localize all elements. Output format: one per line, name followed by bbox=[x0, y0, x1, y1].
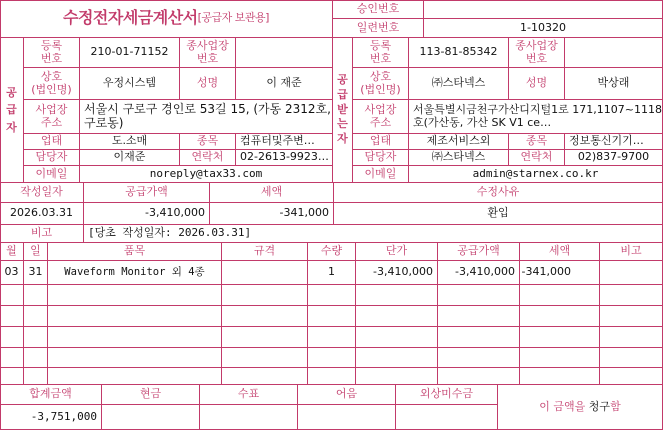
empty-cell bbox=[24, 368, 48, 385]
empty-cell bbox=[48, 327, 222, 348]
buyer-name-value: ㈜스타넥스 bbox=[409, 68, 509, 100]
buyer-reg-label: 등록 번호 bbox=[353, 38, 409, 68]
empty-cell bbox=[356, 368, 438, 385]
supplier-addr-value: 서울시 구로구 경인로 53길 15, (가동 2312호, 구로동) bbox=[80, 100, 333, 134]
supplier-sub-label: 종사업장 번호 bbox=[180, 38, 236, 68]
buyer-reg-value: 113-81-85342 bbox=[409, 38, 509, 68]
buyer-rep-value: 박상래 bbox=[565, 68, 663, 100]
date-label: 작성일자 bbox=[0, 183, 84, 203]
bill-label: 어음 bbox=[298, 385, 396, 405]
buyer-item-label: 종목 bbox=[509, 134, 565, 150]
buyer-tel-label: 연락처 bbox=[509, 150, 565, 166]
buyer-tel-value: 02)837-9700 bbox=[565, 150, 663, 166]
empty-cell bbox=[48, 285, 222, 306]
supplier-item-label: 종목 bbox=[180, 134, 236, 150]
supplier-mgr-value: 이재준 bbox=[80, 150, 180, 166]
document-title bbox=[0, 0, 333, 38]
claim-word: 청구 bbox=[588, 399, 611, 413]
buyer-biz-label: 업태 bbox=[353, 134, 409, 150]
empty-cell bbox=[356, 306, 438, 327]
supplier-addr-label: 사업장 주소 bbox=[24, 100, 80, 134]
row1-day: 31 bbox=[24, 261, 48, 285]
empty-cell bbox=[520, 368, 600, 385]
row1-tax: -341,000 bbox=[520, 261, 600, 285]
reason-label: 수정사유 bbox=[334, 183, 663, 203]
empty-cell bbox=[600, 327, 663, 348]
buyer-email-value: admin@starnex.co.kr bbox=[409, 166, 663, 183]
claim-suffix: 함 bbox=[610, 399, 621, 413]
buyer-biz-value: 제조서비스외 bbox=[409, 134, 509, 150]
supplier-name-value: 우정시스템 bbox=[80, 68, 180, 100]
supplier-biz-label: 업태 bbox=[24, 134, 80, 150]
empty-cell bbox=[438, 285, 520, 306]
empty-cell bbox=[356, 285, 438, 306]
empty-cell bbox=[0, 348, 24, 368]
supplier-side-label: 공 급 자 bbox=[0, 38, 24, 183]
row1-name: Waveform Monitor 외 4종 bbox=[48, 261, 222, 285]
empty-cell bbox=[222, 285, 308, 306]
cash-label: 현금 bbox=[102, 385, 200, 405]
buyer-email-label: 이메일 bbox=[353, 166, 409, 183]
buyer-addr-label: 사업장 주소 bbox=[353, 100, 409, 134]
supplier-reg-label: 등록 번호 bbox=[24, 38, 80, 68]
buyer-sub-label: 종사업장 번호 bbox=[509, 38, 565, 68]
tax-value: -341,000 bbox=[210, 203, 334, 225]
empty-cell bbox=[0, 368, 24, 385]
buyer-name-label: 상호 (법인명) bbox=[353, 68, 409, 100]
check-value bbox=[200, 405, 298, 430]
supplier-tel-value: 02-2613-9923… bbox=[236, 150, 333, 166]
buyer-mgr-label: 담당자 bbox=[353, 150, 409, 166]
empty-cell bbox=[438, 348, 520, 368]
empty-cell bbox=[600, 368, 663, 385]
empty-cell bbox=[48, 368, 222, 385]
empty-cell bbox=[0, 327, 24, 348]
supplier-name-label: 상호 (법인명) bbox=[24, 68, 80, 100]
empty-cell bbox=[600, 285, 663, 306]
empty-cell bbox=[308, 348, 356, 368]
col-qty: 수량 bbox=[308, 243, 356, 261]
total-value: -3,751,000 bbox=[0, 405, 102, 430]
buyer-addr-value: 서울특별시금천구가산디지털1로 171,1107~1118호(가산동, 가산 SK V1 ce… bbox=[409, 100, 663, 134]
empty-cell bbox=[48, 306, 222, 327]
empty-cell bbox=[520, 285, 600, 306]
row1-qty: 1 bbox=[308, 261, 356, 285]
credit-value bbox=[396, 405, 498, 430]
buyer-sub-value bbox=[565, 38, 663, 68]
empty-cell bbox=[0, 306, 24, 327]
supplier-item-value: 컴퓨터및주변… bbox=[236, 134, 333, 150]
approval-value bbox=[424, 0, 663, 19]
supplier-mgr-label: 담당자 bbox=[24, 150, 80, 166]
tax-label: 세액 bbox=[210, 183, 334, 203]
row1-spec bbox=[222, 261, 308, 285]
empty-cell bbox=[600, 306, 663, 327]
empty-cell bbox=[24, 327, 48, 348]
approval-label: 승인번호 bbox=[333, 0, 424, 19]
col-month: 월 bbox=[0, 243, 24, 261]
supplier-rep-label: 성명 bbox=[180, 68, 236, 100]
empty-cell bbox=[308, 285, 356, 306]
row1-month: 03 bbox=[0, 261, 24, 285]
supply-value: -3,410,000 bbox=[84, 203, 210, 225]
supplier-reg-value: 210-01-71152 bbox=[80, 38, 180, 68]
note-value: [당초 작성일자: 2026.03.31] bbox=[84, 225, 663, 243]
check-label: 수표 bbox=[200, 385, 298, 405]
claim-statement bbox=[498, 385, 663, 430]
reason-value: 환입 bbox=[334, 203, 663, 225]
empty-cell bbox=[308, 306, 356, 327]
empty-cell bbox=[24, 348, 48, 368]
col-spec: 규격 bbox=[222, 243, 308, 261]
supply-label: 공급가액 bbox=[84, 183, 210, 203]
col-day: 일 bbox=[24, 243, 48, 261]
col-tax: 세액 bbox=[520, 243, 600, 261]
serial-value: 1-10320 bbox=[424, 19, 663, 38]
supplier-sub-value bbox=[236, 38, 333, 68]
empty-cell bbox=[356, 327, 438, 348]
empty-cell bbox=[356, 348, 438, 368]
empty-cell bbox=[520, 306, 600, 327]
supplier-biz-value: 도.소매 bbox=[80, 134, 180, 150]
empty-cell bbox=[48, 348, 222, 368]
note-label: 비고 bbox=[0, 225, 84, 243]
empty-cell bbox=[520, 348, 600, 368]
empty-cell bbox=[24, 285, 48, 306]
empty-cell bbox=[520, 327, 600, 348]
buyer-mgr-value: ㈜스타넥스 bbox=[409, 150, 509, 166]
col-supply: 공급가액 bbox=[438, 243, 520, 261]
bill-value bbox=[298, 405, 396, 430]
buyer-side-label: 공 급 받 는 자 bbox=[333, 38, 353, 183]
empty-cell bbox=[438, 327, 520, 348]
empty-cell bbox=[222, 368, 308, 385]
empty-cell bbox=[0, 285, 24, 306]
empty-cell bbox=[222, 306, 308, 327]
empty-cell bbox=[308, 327, 356, 348]
empty-cell bbox=[222, 327, 308, 348]
claim-prefix: 이 금액을 bbox=[539, 399, 586, 413]
row1-unit: -3,410,000 bbox=[356, 261, 438, 285]
row1-note bbox=[600, 261, 663, 285]
buyer-item-value: 정보통신기기… bbox=[565, 134, 663, 150]
empty-cell bbox=[308, 368, 356, 385]
title-subtitle: [공급자 보관용] bbox=[197, 11, 269, 25]
buyer-rep-label: 성명 bbox=[509, 68, 565, 100]
col-unit: 단가 bbox=[356, 243, 438, 261]
row1-supply: -3,410,000 bbox=[438, 261, 520, 285]
supplier-rep-value: 이 재준 bbox=[236, 68, 333, 100]
empty-cell bbox=[222, 348, 308, 368]
supplier-email-label: 이메일 bbox=[24, 166, 80, 183]
empty-cell bbox=[600, 348, 663, 368]
date-value: 2026.03.31 bbox=[0, 203, 84, 225]
serial-label: 일련번호 bbox=[333, 19, 424, 38]
supplier-email-value: noreply@tax33.com bbox=[80, 166, 333, 183]
total-label: 합계금액 bbox=[0, 385, 102, 405]
credit-label: 외상미수금 bbox=[396, 385, 498, 405]
empty-cell bbox=[438, 368, 520, 385]
supplier-tel-label: 연락처 bbox=[180, 150, 236, 166]
col-name: 품목 bbox=[48, 243, 222, 261]
empty-cell bbox=[438, 306, 520, 327]
empty-cell bbox=[24, 306, 48, 327]
title-text: 수정전자세금계산서 bbox=[63, 8, 198, 28]
col-note: 비고 bbox=[600, 243, 663, 261]
cash-value bbox=[102, 405, 200, 430]
